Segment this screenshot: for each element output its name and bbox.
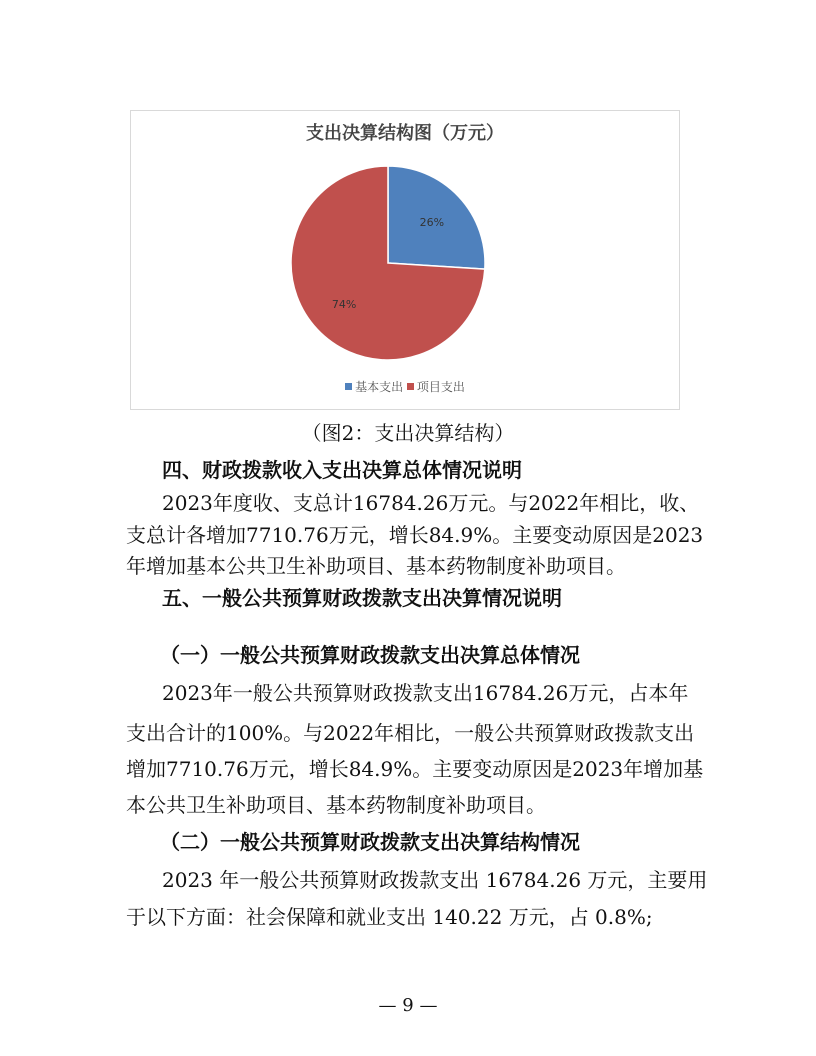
legend-swatch <box>345 383 352 390</box>
paragraph-line: 增加7710.76万元，增长84.9%。主要变动原因是2023年增加基 <box>126 757 704 781</box>
legend-item-project <box>407 380 465 394</box>
paragraph-line: 于以下方面：社会保障和就业支出 140.22 万元，占 0.8%; <box>126 905 653 929</box>
subsection-heading-1: （一）一般公共预算财政拨款支出决算总体情况 <box>160 643 580 667</box>
paragraph-line: 支出合计的100%。与2022年相比，一般公共预算财政拨款支出 <box>126 721 695 745</box>
paragraph-line: 2023年一般公共预算财政拨款支出16784.26万元，占本年 <box>162 681 689 705</box>
legend-label: 项目支出 <box>416 380 465 394</box>
legend-item-basic <box>345 380 403 394</box>
section-heading-5: 五、一般公共预算财政拨款支出决算情况说明 <box>162 586 562 610</box>
figure-caption: （图2：支出决算结构） <box>301 421 515 445</box>
paragraph-line: 本公共卫生补助项目、基本药物制度补助项目。 <box>126 793 546 817</box>
pie-data-label: 26% <box>419 215 445 229</box>
page-number: — 9 — <box>378 995 438 1016</box>
subsection-heading-2: （二）一般公共预算财政拨款支出决算结构情况 <box>160 830 580 854</box>
paragraph-line: 年增加基本公共卫生补助项目、基本药物制度补助项目。 <box>126 554 626 578</box>
chart-legend <box>131 378 679 395</box>
pie-data-label: 74% <box>331 298 357 312</box>
chart-title: 支出决算结构图（万元） <box>306 123 504 144</box>
paragraph-line: 2023 年一般公共预算财政拨款支出 16784.26 万元，主要用 <box>162 868 708 892</box>
paragraph-line: 支总计各增加7710.76万元，增长84.9%。主要变动原因是2023 <box>126 523 704 547</box>
legend-label: 基本支出 <box>355 380 404 394</box>
section-heading-4: 四、财政拨款收入支出决算总体情况说明 <box>162 458 522 482</box>
pie-chart <box>130 110 680 410</box>
legend-swatch <box>407 383 414 390</box>
pie-svg <box>131 111 679 409</box>
paragraph-line: 2023年度收、支总计16784.26万元。与2022年相比，收、 <box>162 491 700 515</box>
